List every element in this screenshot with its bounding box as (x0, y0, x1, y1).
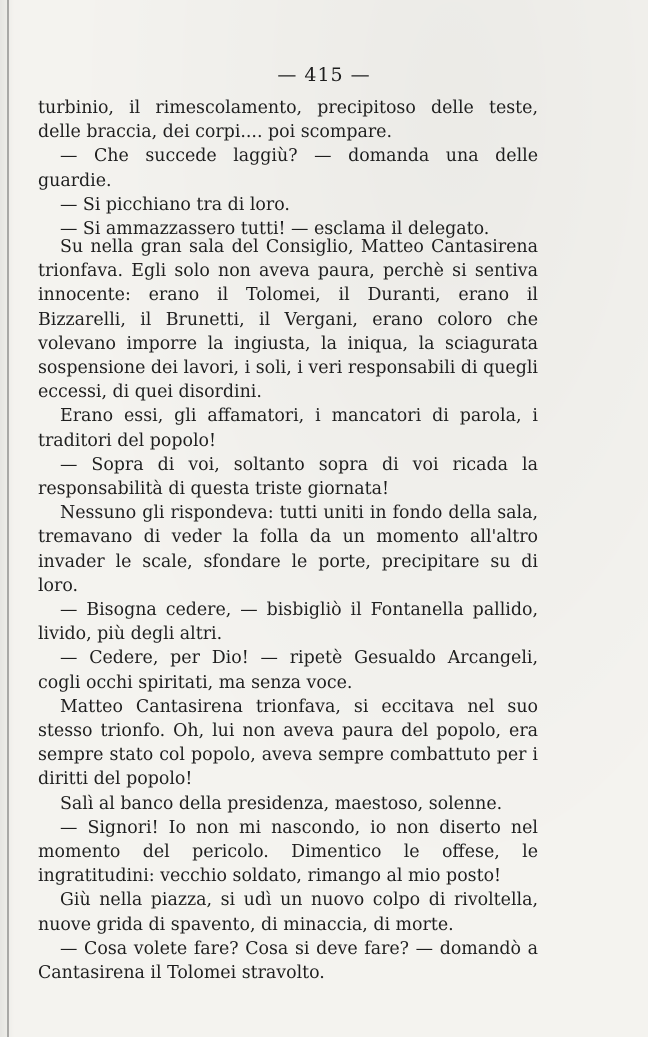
text-section-council-hall (38, 235, 538, 985)
paragraph: Nessuno gli rispondeva: tutti uniti in fondo della sala, tremavano di veder la folla da un momento all'altro invader le scale, sfondare le porte, precipitare su di loro. (38, 503, 538, 596)
paragraph: Giù nella piazza, si udì un nuovo colpo di rivoltella, nuove grida di spavento, di minaccia, di morte. (38, 890, 538, 935)
paragraph: Matteo Cantasirena trionfava, si eccitava nel suo stesso trionfo. Oh, lui non aveva paura del popolo, era sempre stato col popolo, aveva sempre combattuto per i diritti del popolo! (38, 696, 538, 790)
dialogue-line: — Cedere, per Dio! — ripetè Gesualdo Arcangeli, cogli occhi spiritati, ma senza voce. (38, 648, 538, 693)
dialogue-line: — Che succede laggiù? — domanda una delle guardie. (38, 146, 538, 191)
page-number: — 415 — (277, 64, 371, 86)
dialogue-line: — Cosa volete fare? Cosa si deve fare? — domandò a Cantasirena il Tolomei stravolto. (38, 938, 538, 984)
paragraph: turbinio, il rimescolamento, precipitoso delle teste, delle braccia, dei corpi.... poi scompare. (38, 98, 538, 143)
paragraph: Salì al banco della presidenza, maestoso, solenne. (60, 793, 503, 814)
dialogue-line: — Si ammazzassero tutti! — esclama il delegato. (60, 219, 490, 240)
dialogue-line: — Si picchiano tra di loro. (60, 194, 290, 215)
paragraph: Erano essi, gli affamatori, i mancatori di parola, i traditori del popolo! (38, 406, 538, 451)
dialogue-line: — Signori! Io non mi nascondo, io non diserto nel momento del pericolo. Dimentico le offese, le ingratitudini: vecchio soldato, rimango al mio posto! (38, 817, 538, 887)
dialogue-line: — Bisogna cedere, — bisbigliò il Fontanella pallido, livido, più degli altri. (38, 600, 538, 645)
text-section-opening (38, 96, 538, 241)
page-edge-rule (7, 0, 9, 1037)
paragraph: Su nella gran sala del Consiglio, Matteo Cantasirena trionfava. Egli solo non aveva paura, perchè si sentiva innocente: erano il Tolomei, il Duranti, erano il Bizzarelli, il Brunetti, il Vergani, erano coloro che volevano imporre la ingiusta, la iniqua, la sciagurata sospensione dei lavori, i soli, i veri responsabili di quegli eccessi, di quei disordini. (38, 237, 538, 403)
dialogue-line: — Sopra di voi, soltanto sopra di voi ricada la responsabilità di questa triste giornata! (38, 454, 538, 500)
